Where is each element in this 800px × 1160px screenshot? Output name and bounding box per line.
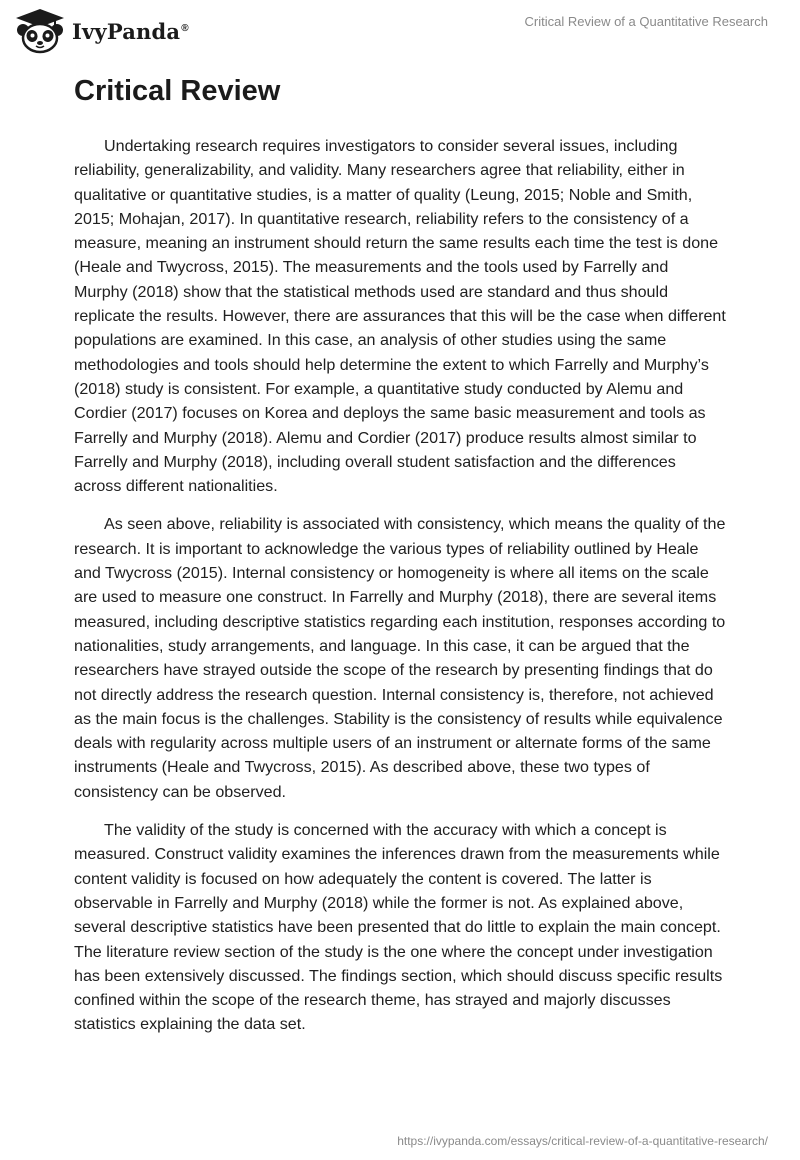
document-title: Critical Review of a Quantitative Research bbox=[524, 14, 768, 29]
page-title: Critical Review bbox=[74, 75, 281, 107]
panda-graduate-icon bbox=[14, 8, 66, 54]
main-content bbox=[74, 72, 726, 1051]
ivypanda-logo[interactable] bbox=[14, 8, 189, 54]
source-url[interactable]: https://ivypanda.com/essays/critical-review-of-a-quantitative-research/ bbox=[397, 1134, 768, 1148]
logo-text: IvyPanda® bbox=[72, 18, 189, 44]
paragraph-1: Undertaking research requires investigators to consider several issues, including reliability, generalizability, and validity. Many researchers agree that reliability, either in qualitative or quantitative studies, is a matter of quality (Leung, 2015; Noble and Smith, 2015; Mohajan, 2017). In quantitative research, reliability refers to the consistency of a measure, meaning an instrument should return the same results each time the test is done (Heale and Twycross, 2015). The measurements and the tools used by Farrelly and Murphy (2018) show that the statistical methods used are standard and thus should replicate the results. However, there are assurances that this will be the case when different populations are examined. In this case, an analysis of other studies using the same methodologies and tools should help determine the extent to which Farrelly and Murphy’s (2018) study is consistent. For example, a quantitative study conducted by Alemu and Cordier (2017) focuses on Korea and deploys the same basic measurement and tools as Farrelly and Murphy (2018). Alemu and Cordier (2017) produce results almost similar to Farrelly and Murphy (2018), including overall student satisfaction and the differences across different nationalities. bbox=[74, 137, 726, 496]
page-header bbox=[0, 0, 800, 60]
paragraph-3: The validity of the study is concerned with the accuracy with which a concept is measured. Construct validity examines the inferences drawn from the measurements while content validity is focused on how adequately the content is covered. The latter is observable in Farrelly and Murphy (2018) while the former is not. As explained above, several descriptive statistics have been presented that do little to explain the main concept. The literature review section of the study is the one where the concept under investigation has been extensively discussed. The findings section, which should discuss specific results confined within the scope of the research theme, has strayed and majorly discusses statistics explaining the data set. bbox=[74, 821, 723, 1034]
registered-mark: ® bbox=[181, 22, 189, 34]
paragraph-2: As seen above, reliability is associated with consistency, which means the quality of the research. It is important to acknowledge the various types of reliability outlined by Heale and Twycross (2015). Internal consistency or homogeneity is where all items on the scale are used to measure one construct. In Farrelly and Murphy (2018), there are several items measured, including descriptive statistics regarding each institution, responses according to nationalities, study arrangements, and language. In this case, it can be argued that the researchers have strayed outside the scope of the research by presenting findings that do not directly address the research question. Internal consistency is, therefore, not achieved as the main focus is the challenges. Stability is the consistency of results while equivalence deals with regularity across multiple users of an instrument or alternate forms of the same instruments (Heale and Twycross, 2015). As described above, these two types of consistency can be observed. bbox=[74, 515, 726, 801]
